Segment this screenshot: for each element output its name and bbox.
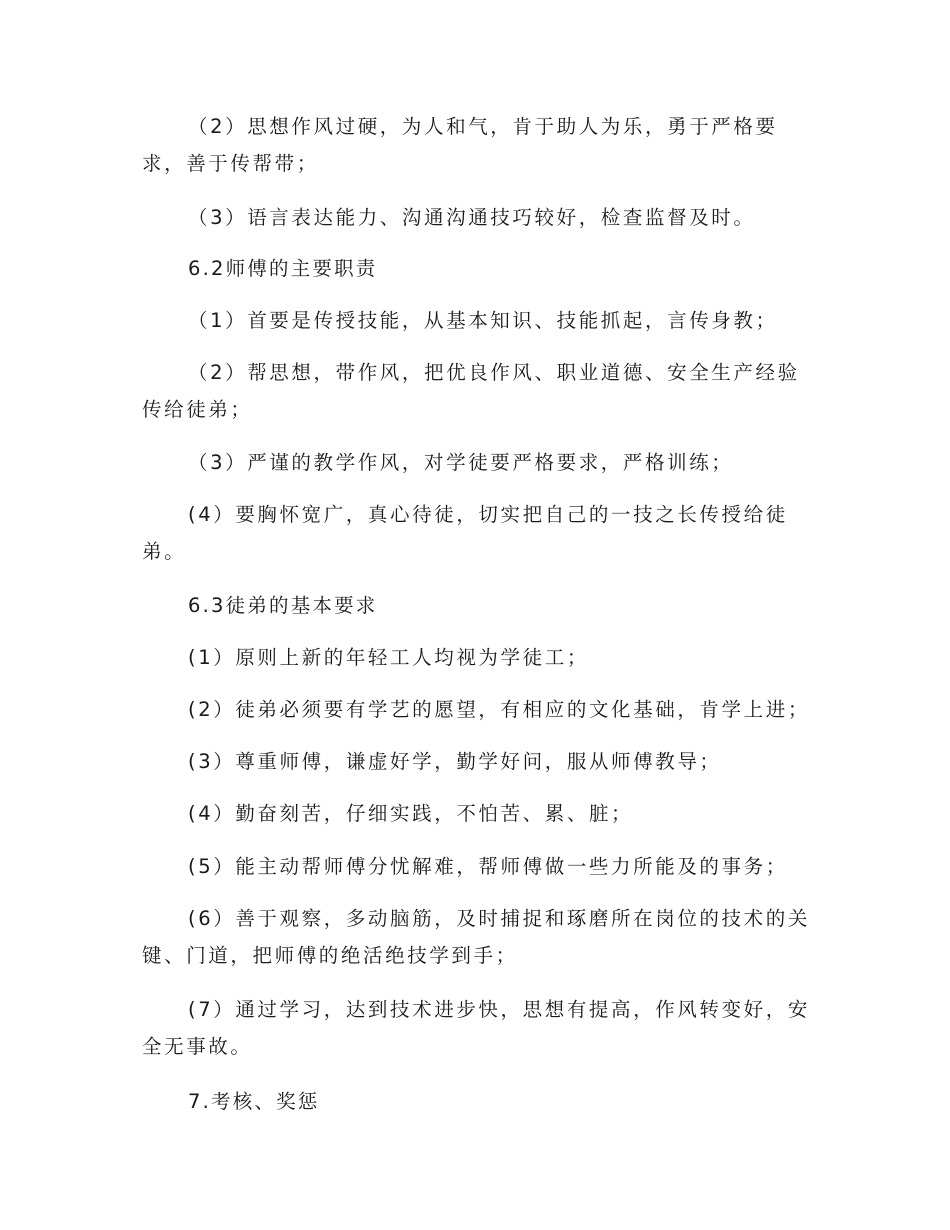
paragraph-apprentice-1: (1）原则上新的年轻工人均视为学徒工； — [188, 646, 589, 669]
paragraph-apprentice-3: (3）尊重师傅，谦虚好学，勤学好问，服从师傅教导； — [188, 750, 722, 773]
paragraph-apprentice-4: (4）勤奋刻苦，仔细实践，不怕苦、累、脏； — [188, 802, 634, 825]
paragraph-duty-1: （1）首要是传授技能，从基本知识、技能抓起，言传身教； — [188, 309, 778, 332]
paragraph-duty-3: （3）严谨的教学作风，对学徒要严格要求，严格训练； — [188, 451, 734, 474]
paragraph-apprentice-5: (5）能主动帮师傅分忧解难，帮师傅做一些力所能及的事务； — [188, 855, 788, 878]
paragraph-apprentice-7: (7）通过学习，达到技术进步快，思想有提高，作风转变好，安全无事故。 — [142, 998, 810, 1058]
paragraph-apprentice-2: (2）徒弟必须要有学艺的愿望，有相应的文化基础，肯学上进； — [188, 698, 810, 721]
paragraph-duty-4: (4）要胸怀宽广，真心待徒，切实把自己的一技之长传授给徒弟。 — [142, 503, 788, 563]
paragraph-duty-2: （2）帮思想，带作风，把优良作风、职业道德、安全生产经验传给徒弟； — [142, 361, 800, 421]
section-heading-6-3: 6.3徒弟的基本要求 — [188, 594, 378, 617]
section-heading-6-2: 6.2师傅的主要职责 — [188, 257, 378, 280]
paragraph-mentor-req-3: （3）语言表达能力、沟通沟通技巧较好，检查监督及时。 — [188, 206, 756, 229]
paragraph-apprentice-6: (6）善于观察，多动脑筋，及时捕捉和琢磨所在岗位的技术的关键、门道，把师傅的绝活绝技学到手； — [142, 907, 810, 967]
paragraph-mentor-req-2: （2）思想作风过硬，为人和气，肯于助人为乐，勇于严格要求，善于传帮带； — [142, 115, 778, 175]
section-heading-7: 7.考核、奖惩 — [188, 1090, 320, 1113]
